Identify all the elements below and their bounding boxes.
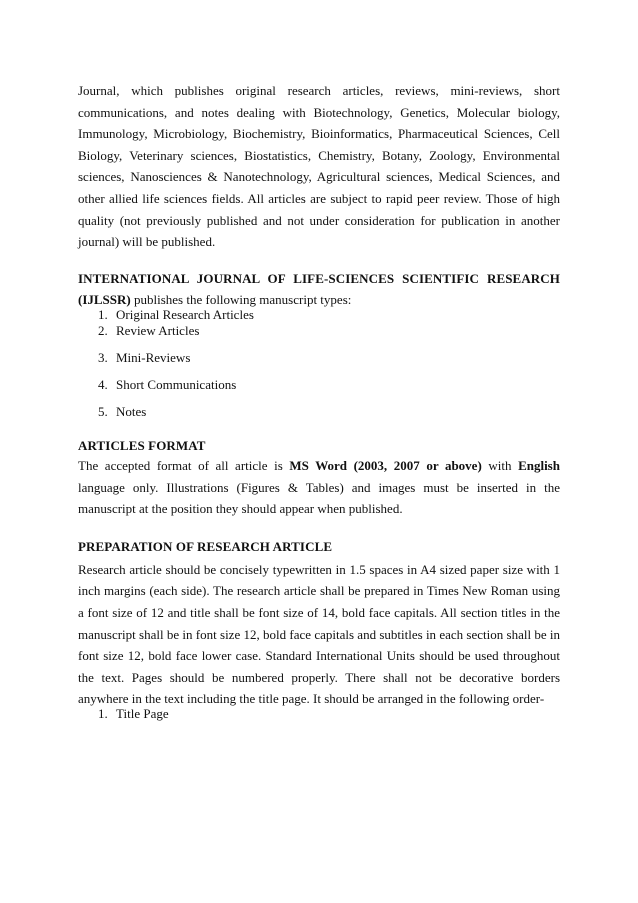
format-language: English: [518, 457, 560, 473]
list-item: 3. Mini-Reviews: [98, 349, 191, 365]
intro-paragraph: Journal, which publishes original research articles, reviews, mini-reviews, short communications, and notes dealing with Biotechnology, Genetics, Molecular biology, Immunology, Microbiology, Biochemistry, Bioinformatics, Pharmaceutical Sciences, Cell Biology, Veterinary sciences, Biostatistics, Chemistry, Botany, Zoology, Environmental sciences, Nanosciences & Nanotechnology, Agricultural sciences, Medical Sciences, and other allied life sciences fields. All articles are subject to rapid peer review. Those of high quality (not previously published and not under consideration for publication in another journal) will be published.: [78, 83, 560, 250]
journal-abbrev: (IJLSSR): [78, 292, 131, 308]
list-item: 1. Title Page: [98, 705, 169, 721]
articles-format-heading: ARTICLES FORMAT: [78, 437, 206, 453]
list-item: 5. Notes: [98, 403, 147, 419]
preparation-heading: PREPARATION OF RESEARCH ARTICLE: [78, 538, 333, 554]
articles-format-paragraph: The accepted format of all article is MS Word (2003, 2007 or above) with English language only. Illustrations (Figures & Tables) and images must be inserted in the manuscript at the position they should appear when published.: [78, 457, 560, 517]
format-software: MS Word (2003, 2007 or above): [289, 457, 482, 473]
preparation-paragraph: Research article should be concisely typewritten in 1.5 spaces in A4 sized paper size with 1 inch margins (each side). The research article shall be prepared in Times New Roman using a font size of 12 and title shall be font size of 14, bold face capitals. All section titles in the manuscript shall be in font size 12, bold face capitals and subtitles in each section shall be in font size 12, bold face lower case. Standard International Units should be used throughout the text. Pages should be numbered properly. There shall not be decorative borders anywhere in the text including the title page. It should be arranged in the following order-: [78, 561, 560, 707]
journal-name-heading: INTERNATIONAL JOURNAL OF LIFE-SCIENCES SCIENTIFIC RESEARCH: [78, 270, 560, 286]
document-page: [78, 80, 560, 722]
manuscript-types-list: [78, 307, 560, 420]
manuscript-types-lead: publishes the following manuscript types:: [130, 292, 352, 308]
list-item: 1. Original Research Articles: [98, 306, 254, 322]
list-item: 4. Short Communications: [98, 376, 237, 392]
manuscript-types-intro: [78, 268, 560, 311]
list-item: 2. Review Articles: [98, 322, 200, 338]
